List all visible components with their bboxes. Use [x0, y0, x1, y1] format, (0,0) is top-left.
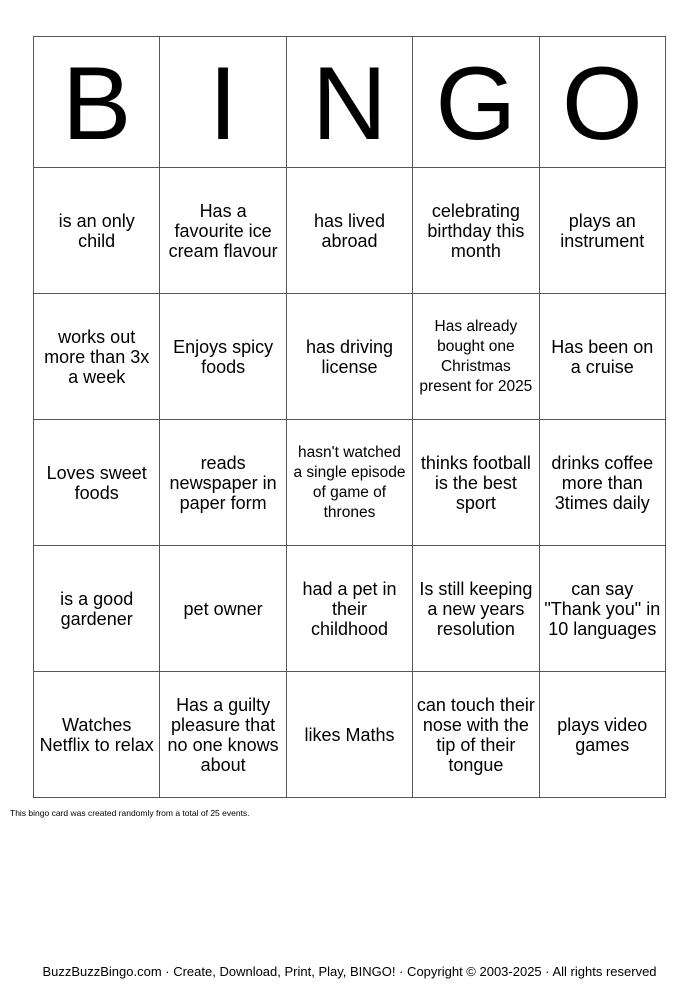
bingo-cell: has lived abroad — [286, 168, 412, 294]
bingo-cell: Is still keeping a new years resolution — [413, 546, 539, 672]
bingo-row — [34, 420, 666, 546]
footer-copyright: BuzzBuzzBingo.com · Create, Download, Print, Play, BINGO! · Copyright © 2003-2025 · All rights reserved — [42, 964, 657, 979]
card-note: This bingo card was created randomly from a total of 25 events. — [10, 808, 250, 818]
bingo-card — [33, 36, 666, 798]
bingo-cell: can touch their nose with the tip of their tongue — [413, 672, 539, 798]
bingo-cell: has driving license — [286, 294, 412, 420]
header-letter: I — [160, 37, 286, 168]
bingo-cell: plays video games — [539, 672, 665, 798]
header-letter: G — [413, 37, 539, 168]
bingo-cell: Has already bought one Christmas present for 2025 — [413, 294, 539, 420]
bingo-cell: had a pet in their childhood — [286, 546, 412, 672]
bingo-cell: hasn't watched a single episode of game of thrones — [286, 420, 412, 546]
bingo-cell: works out more than 3x a week — [34, 294, 160, 420]
bingo-cell: can say "Thank you" in 10 languages — [539, 546, 665, 672]
bingo-header-row — [34, 37, 666, 168]
bingo-cell: Has been on a cruise — [539, 294, 665, 420]
bingo-cell: Enjoys spicy foods — [160, 294, 286, 420]
bingo-cell: reads newspaper in paper form — [160, 420, 286, 546]
header-letter: B — [34, 37, 160, 168]
bingo-row — [34, 168, 666, 294]
bingo-cell: Loves sweet foods — [34, 420, 160, 546]
bingo-row — [34, 672, 666, 798]
header-letter: O — [539, 37, 665, 168]
bingo-cell: pet owner — [160, 546, 286, 672]
bingo-cell: thinks football is the best sport — [413, 420, 539, 546]
bingo-cell: drinks coffee more than 3times daily — [539, 420, 665, 546]
bingo-cell: plays an instrument — [539, 168, 665, 294]
header-letter: N — [286, 37, 412, 168]
bingo-cell: celebrating birthday this month — [413, 168, 539, 294]
bingo-cell: Has a favourite ice cream flavour — [160, 168, 286, 294]
bingo-row — [34, 294, 666, 420]
bingo-cell: Watches Netflix to relax — [34, 672, 160, 798]
bingo-cell: is an only child — [34, 168, 160, 294]
bingo-cell: likes Maths — [286, 672, 412, 798]
bingo-row — [34, 546, 666, 672]
bingo-cell: Has a guilty pleasure that no one knows about — [160, 672, 286, 798]
bingo-cell: is a good gardener — [34, 546, 160, 672]
